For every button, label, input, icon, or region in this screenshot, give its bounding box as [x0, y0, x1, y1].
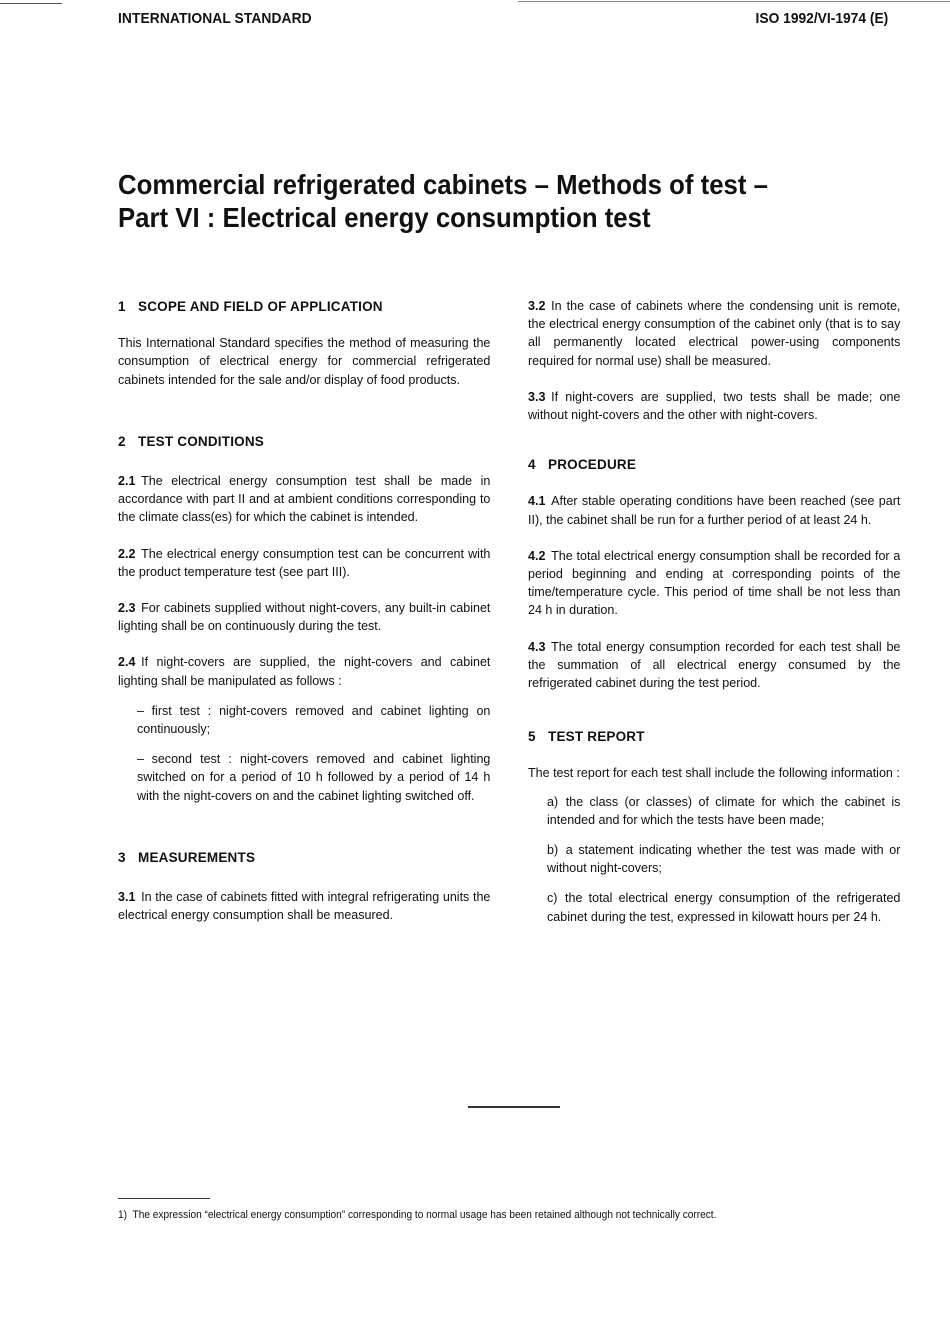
list-marker: b) — [547, 842, 559, 858]
clause-text: The electrical energy consumption test can be concurrent with the product temperature test (see part III). — [118, 545, 491, 579]
standard-number-header: ISO 1992/VI-1974 (E) — [755, 10, 888, 27]
clause-number: 2.3 — [118, 600, 136, 616]
clause-text: The total energy consumption recorded for each test shall be the summation of all electrical energy consumed by the refrigerated cabinet during the test period. — [528, 638, 901, 691]
clause-number: 4.2 — [528, 547, 546, 563]
list-item — [528, 889, 900, 925]
document-type-header: INTERNATIONAL STANDARD — [118, 10, 312, 27]
document-title — [118, 168, 768, 234]
section-number: 5 — [528, 729, 536, 745]
end-of-text-rule — [468, 1106, 560, 1108]
top-right-rule — [518, 1, 950, 2]
clause-2-2 — [118, 545, 490, 581]
list-item — [118, 702, 490, 738]
clause-4-3 — [528, 638, 900, 693]
footnote — [118, 1209, 716, 1221]
clause-number: 3.2 — [528, 298, 546, 313]
clause-4-2 — [528, 547, 900, 620]
clause-number: 3.1 — [118, 889, 136, 905]
list-item-text: the class (or classes) of climate for which the cabinet is intended and for which the tests have been made; — [547, 793, 901, 827]
clause-2-1 — [118, 472, 490, 527]
section-1-text: This International Standard specifies the method of measuring the consumption of electrical energy for commercial refrigerated cabinets intended for the sale and/or display of food products. — [118, 335, 491, 387]
list-item-text: second test : night-covers removed and cabinet lighting switched on for a period of 10 h followed by a period of 14 h with the night-covers on and the cabinet lighting switched off. — [137, 751, 491, 803]
title-line-2: Part VI : Electrical energy consumption test — [118, 202, 651, 233]
section-3-heading — [118, 849, 490, 867]
clause-number: 3.3 — [528, 388, 546, 404]
section-number: 3 — [118, 849, 126, 865]
section-2-heading — [118, 433, 490, 451]
clause-text: If night-covers are supplied, two tests shall be made; one without night-covers and the other with night-covers. — [528, 388, 901, 423]
footnote-separator — [118, 1198, 210, 1199]
section-4-heading — [528, 456, 900, 474]
list-item — [528, 841, 900, 877]
clause-number: 4.1 — [528, 493, 546, 509]
list-marker: c) — [547, 890, 558, 906]
section-number: 4 — [528, 457, 536, 473]
clause-text: For cabinets supplied without night-covers, any built-in cabinet lighting shall be on continuously during the test. — [118, 600, 491, 634]
title-line-1: Commercial refrigerated cabinets – Methods of test – — [118, 169, 768, 200]
section-number: 2 — [118, 433, 126, 449]
clause-3-1 — [118, 888, 490, 924]
clause-text: In the case of cabinets where the condensing unit is remote, the electrical energy consumption of the cabinet only (that is to say all permanently located electrical power-using components required for normal use) shall be measured. — [528, 298, 901, 368]
section-title: SCOPE AND FIELD OF APPLICATION — [138, 299, 383, 314]
list-item — [528, 793, 900, 829]
section-title: TEST CONDITIONS — [138, 433, 265, 449]
section-5-text: The test report for each test shall include the following information : — [528, 765, 900, 781]
dash-marker: – — [137, 702, 144, 718]
clause-number: 2.2 — [118, 545, 136, 561]
dash-marker: – — [137, 751, 144, 767]
clause-text: In the case of cabinets fitted with integral refrigerating units the electrical energy consumption shall be measured. — [118, 889, 491, 923]
section-title: TEST REPORT — [548, 729, 645, 745]
clause-2-4 — [118, 653, 490, 689]
list-item — [118, 750, 490, 805]
section-title: PROCEDURE — [548, 457, 637, 473]
clause-text: The total electrical energy consumption shall be recorded for a period beginning and ending at corresponding points of the time/temperature cycle. This period of time shall be not less than 24 h in duration. — [528, 547, 901, 618]
list-marker: a) — [547, 793, 559, 809]
list-item-text: the total electrical energy consumption of the refrigerated cabinet during the test, expressed in kilowatt hours per 24 h. — [547, 890, 901, 924]
right-column — [528, 297, 900, 926]
clause-2-3 — [118, 599, 490, 635]
list-item-text: a statement indicating whether the test was made with or without night-covers; — [547, 842, 901, 876]
section-1-heading — [118, 298, 490, 316]
section-5-heading — [528, 728, 900, 746]
footnote-text: The expression “electrical energy consumption” corresponding to normal usage has been retained although not technically correct. — [132, 1209, 717, 1221]
clause-3-3 — [528, 388, 900, 424]
footnote-number: 1) — [118, 1209, 127, 1221]
clause-number: 2.4 — [118, 654, 136, 670]
list-item-text: first test : night-covers removed and cabinet lighting on continuously; — [137, 702, 491, 737]
clause-4-1 — [528, 492, 900, 528]
clause-text: After stable operating conditions have been reached (see part II), the cabinet shall be run for a further period of at least 24 h. — [528, 493, 901, 527]
left-column — [118, 298, 490, 924]
section-number: 1 — [118, 299, 126, 314]
section-title: MEASUREMENTS — [138, 849, 256, 865]
clause-number: 2.1 — [118, 473, 136, 489]
clause-text: The electrical energy consumption test shall be made in accordance with part II and at ambient conditions corresponding to the climate class(es) for which the cabinet is intended. — [118, 473, 491, 525]
clause-number: 4.3 — [528, 638, 546, 654]
clause-3-2 — [528, 297, 900, 370]
top-left-rule — [0, 3, 62, 4]
clause-text: If night-covers are supplied, the night-covers and cabinet lighting shall be manipulated as follows : — [118, 654, 491, 688]
